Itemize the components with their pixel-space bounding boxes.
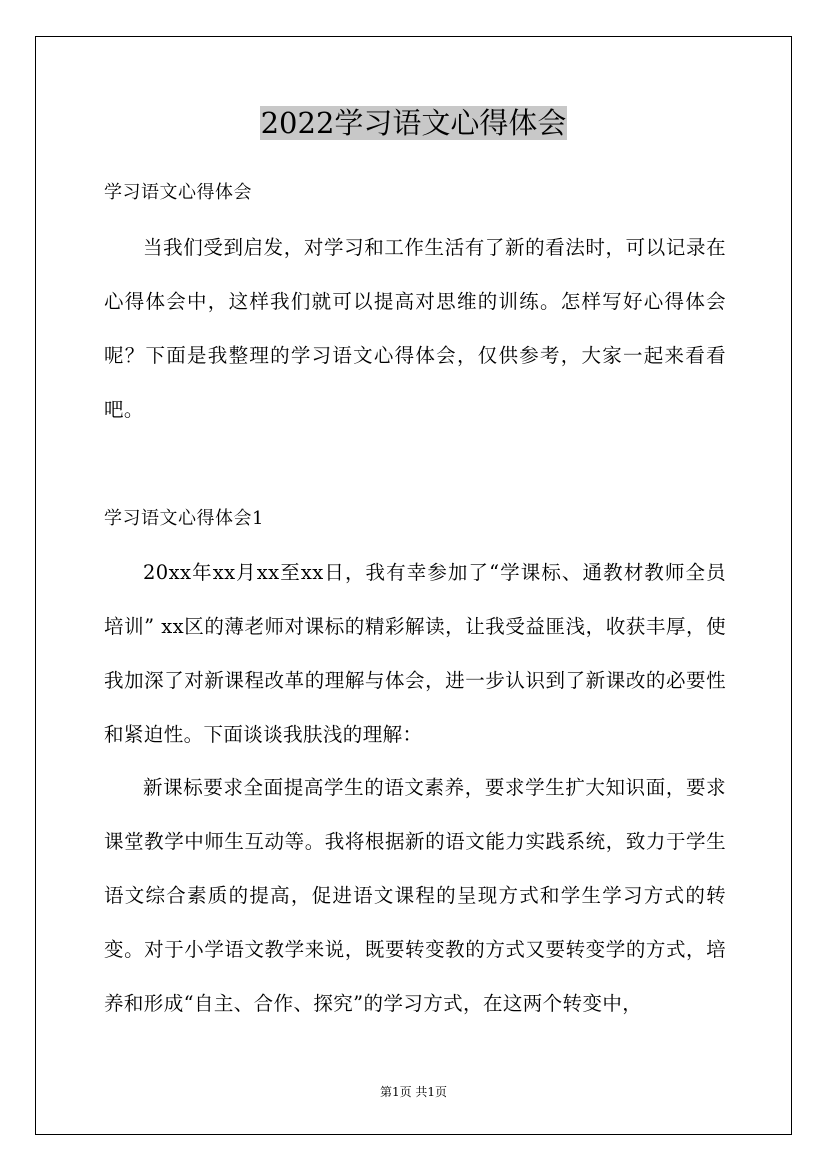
document-title xyxy=(0,102,827,144)
intro-paragraph: 当我们受到启发，对学习和工作生活有了新的看法时，可以记录在心得体会中，这样我们就可以提高对思维的训练。怎样写好心得体会呢？下面是我整理的学习语文心得体会，仅供参考，大家一起来看看吧。 xyxy=(104,236,726,421)
section-1-heading: 学习语文心得体会1 xyxy=(104,508,264,529)
section-1-paragraph-1: 20xx年xx月xx至xx日，我有幸参加了“学课标、通教材教师全员培训” xx区的薄老师对课标的精彩解读，让我受益匪浅，收获丰厚，使我加深了对新课程改革的理解与体会，进一步认识到了新课改的必要性和紧迫性。下面谈谈我肤浅的理解： xyxy=(104,561,726,746)
document-title-text: 2022学习语文心得体会 xyxy=(260,106,567,140)
intro-heading: 学习语文心得体会 xyxy=(104,182,252,203)
page-number-footer: 第1页 共1页 xyxy=(379,1085,448,1099)
section-1-paragraph-2: 新课标要求全面提高学生的语文素养，要求学生扩大知识面，要求课堂教学中师生互动等。我将根据新的语文能力实践系统，致力于学生语文综合素质的提高，促进语文课程的呈现方式和学生学习方式的转变。对于小学语文教学来说，既要转变教的方式又要转变学的方式，培养和形成“自主、合作、探究”的学习方式，在这两个转变中， xyxy=(104,776,726,1015)
